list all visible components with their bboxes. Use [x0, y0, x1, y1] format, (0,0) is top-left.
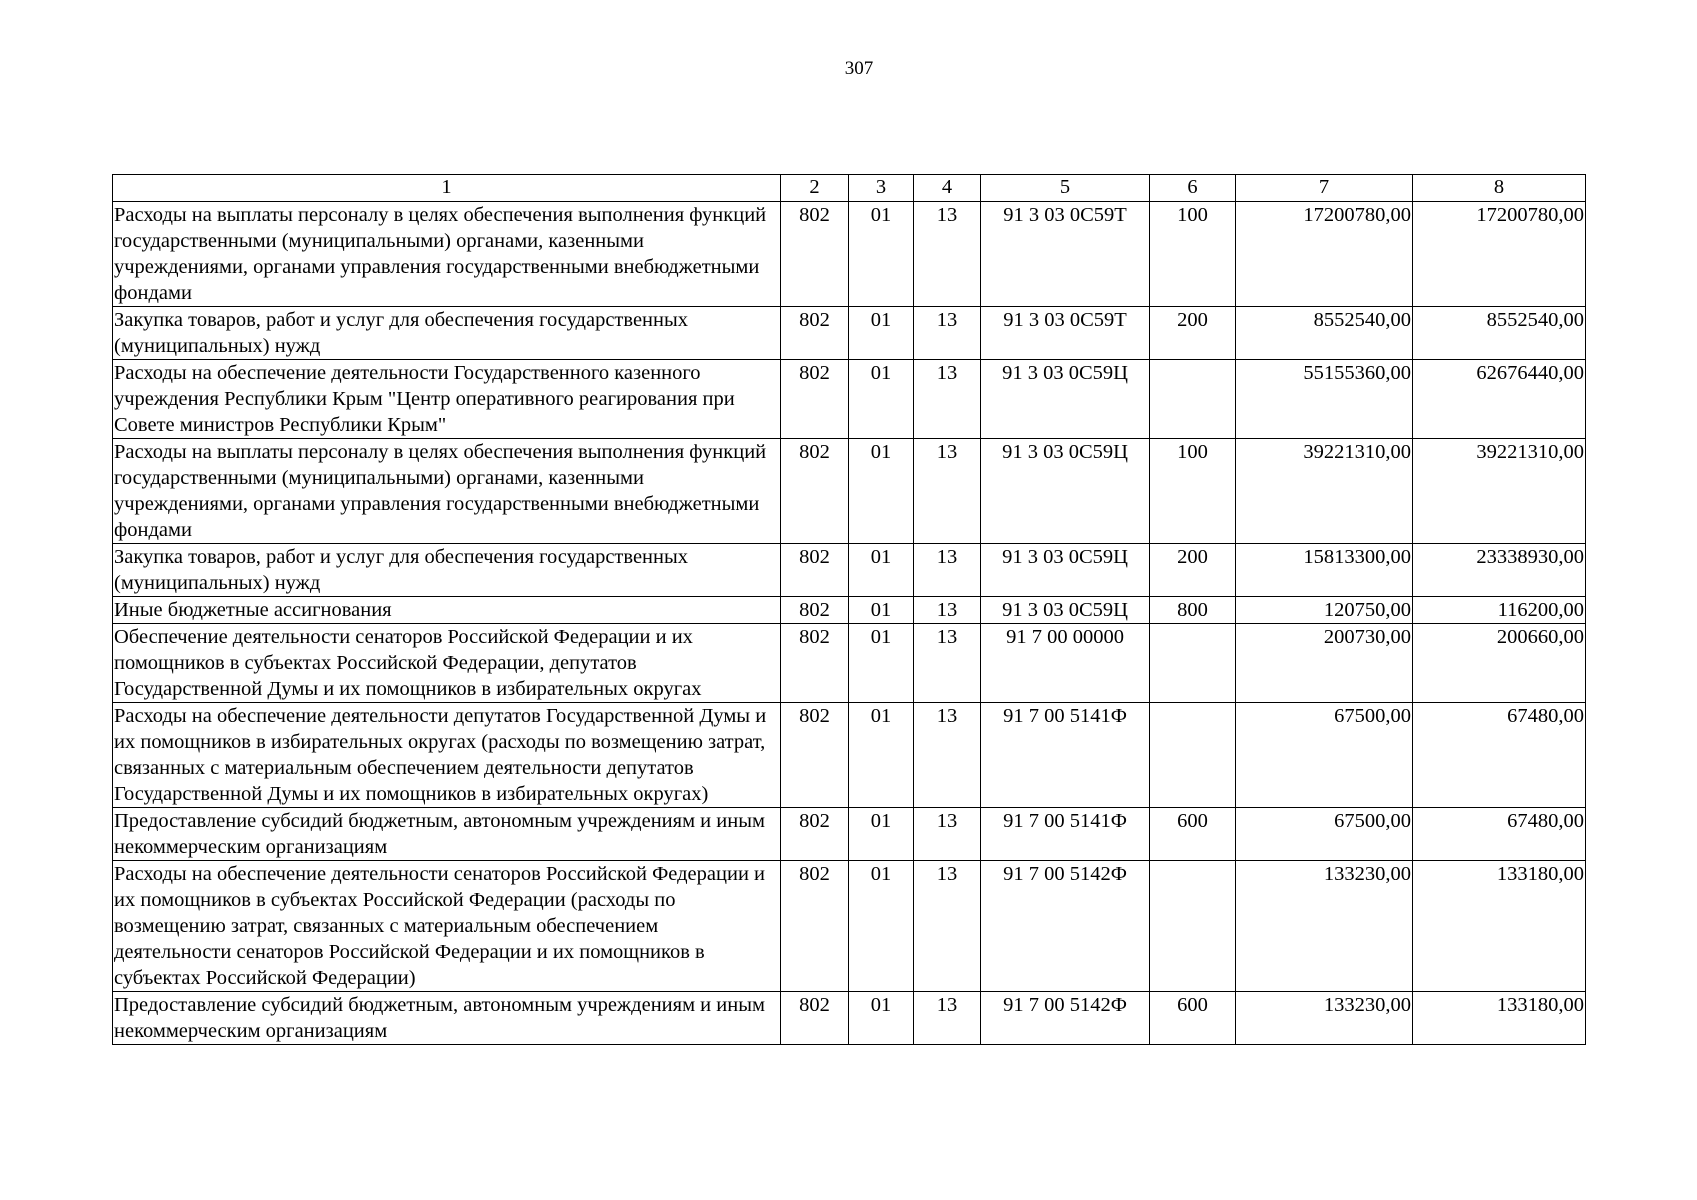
target-code: 91 7 00 5142Ф: [981, 992, 1150, 1045]
subsection-code: 13: [914, 544, 981, 597]
ministry-code: 802: [781, 703, 849, 808]
ministry-code: 802: [781, 597, 849, 624]
amount-year-2: 67480,00: [1413, 808, 1586, 861]
section-code: 01: [849, 307, 914, 360]
amount-year-2: 67480,00: [1413, 703, 1586, 808]
ministry-code: 802: [781, 360, 849, 439]
target-code: 91 3 03 0С59Ц: [981, 360, 1150, 439]
amount-year-1: 15813300,00: [1236, 544, 1413, 597]
target-code: 91 3 03 0С59Ц: [981, 544, 1150, 597]
amount-year-2: 133180,00: [1413, 992, 1586, 1045]
target-code: 91 7 00 5141Ф: [981, 808, 1150, 861]
header-cell: 3: [849, 175, 914, 202]
section-code: 01: [849, 202, 914, 307]
target-code: 91 3 03 0С59Т: [981, 202, 1150, 307]
expense-type-code: [1150, 703, 1236, 808]
amount-year-2: 17200780,00: [1413, 202, 1586, 307]
expense-type-code: 200: [1150, 544, 1236, 597]
expense-name: Обеспечение деятельности сенаторов Российской Федерации и их помощников в субъектах Российской Федерации, депутатов Государственной Думы и их помощников в избирательных округах: [113, 624, 781, 703]
amount-year-2: 39221310,00: [1413, 439, 1586, 544]
header-cell: 2: [781, 175, 849, 202]
header-cell: 7: [1236, 175, 1413, 202]
expense-name: Расходы на обеспечение деятельности Государственного казенного учреждения Республики Крым "Центр оперативного реагирования при Совете министров Республики Крым": [113, 360, 781, 439]
subsection-code: 13: [914, 808, 981, 861]
expense-name: Расходы на выплаты персоналу в целях обеспечения выполнения функций государственными (муниципальными) органами, казенными учреждениями, органами управления государственными внебюджетными фондами: [113, 202, 781, 307]
subsection-code: 13: [914, 360, 981, 439]
expense-type-code: [1150, 360, 1236, 439]
section-code: 01: [849, 597, 914, 624]
page-number: 307: [844, 58, 874, 79]
amount-year-1: 120750,00: [1236, 597, 1413, 624]
expense-type-code: 600: [1150, 808, 1236, 861]
table-row: [113, 861, 1586, 992]
section-code: 01: [849, 703, 914, 808]
table-row: [113, 544, 1586, 597]
expense-type-code: 600: [1150, 992, 1236, 1045]
ministry-code: 802: [781, 861, 849, 992]
amount-year-2: 8552540,00: [1413, 307, 1586, 360]
amount-year-1: 67500,00: [1236, 808, 1413, 861]
header-cell: 6: [1150, 175, 1236, 202]
section-code: 01: [849, 544, 914, 597]
amount-year-1: 133230,00: [1236, 992, 1413, 1045]
target-code: 91 3 03 0С59Ц: [981, 439, 1150, 544]
amount-year-1: 55155360,00: [1236, 360, 1413, 439]
subsection-code: 13: [914, 624, 981, 703]
subsection-code: 13: [914, 703, 981, 808]
table-row: [113, 307, 1586, 360]
expense-name: Расходы на обеспечение деятельности депутатов Государственной Думы и их помощников в избирательных округах (расходы по возмещению затрат, связанных с материальным обеспечением деятельности депутатов Государственной Думы и их помощников в избирательных округах): [113, 703, 781, 808]
table-row: [113, 360, 1586, 439]
target-code: 91 7 00 5142Ф: [981, 861, 1150, 992]
header-row: [113, 175, 1586, 202]
table-row: [113, 624, 1586, 703]
amount-year-1: 67500,00: [1236, 703, 1413, 808]
section-code: 01: [849, 439, 914, 544]
expense-name: Предоставление субсидий бюджетным, автономным учреждениям и иным некоммерческим организациям: [113, 992, 781, 1045]
subsection-code: 13: [914, 597, 981, 624]
header-cell: 4: [914, 175, 981, 202]
ministry-code: 802: [781, 992, 849, 1045]
subsection-code: 13: [914, 861, 981, 992]
amount-year-1: 17200780,00: [1236, 202, 1413, 307]
subsection-code: 13: [914, 439, 981, 544]
expense-type-code: 100: [1150, 439, 1236, 544]
target-code: 91 7 00 5141Ф: [981, 703, 1150, 808]
amount-year-1: 39221310,00: [1236, 439, 1413, 544]
expense-name: Расходы на обеспечение деятельности сенаторов Российской Федерации и их помощников в субъектах Российской Федерации (расходы по возмещению затрат, связанных с материальным обеспечением деятельности сенаторов Российской Федерации и их помощников в субъектах Российской Федерации): [113, 861, 781, 992]
expense-type-code: [1150, 624, 1236, 703]
section-code: 01: [849, 861, 914, 992]
ministry-code: 802: [781, 624, 849, 703]
amount-year-2: 62676440,00: [1413, 360, 1586, 439]
expense-type-code: 200: [1150, 307, 1236, 360]
expense-type-code: 100: [1150, 202, 1236, 307]
section-code: 01: [849, 808, 914, 861]
ministry-code: 802: [781, 307, 849, 360]
expense-type-code: [1150, 861, 1236, 992]
expense-name: Закупка товаров, работ и услуг для обеспечения государственных (муниципальных) нужд: [113, 544, 781, 597]
ministry-code: 802: [781, 202, 849, 307]
expense-name: Расходы на выплаты персоналу в целях обеспечения выполнения функций государственными (муниципальными) органами, казенными учреждениями, органами управления государственными внебюджетными фондами: [113, 439, 781, 544]
target-code: 91 3 03 0С59Т: [981, 307, 1150, 360]
table-row: [113, 992, 1586, 1045]
header-cell: 5: [981, 175, 1150, 202]
expense-name: Иные бюджетные ассигнования: [113, 597, 781, 624]
expense-type-code: 800: [1150, 597, 1236, 624]
header-cell: 8: [1413, 175, 1586, 202]
ministry-code: 802: [781, 544, 849, 597]
ministry-code: 802: [781, 439, 849, 544]
amount-year-1: 133230,00: [1236, 861, 1413, 992]
expense-name: Предоставление субсидий бюджетным, автономным учреждениям и иным некоммерческим организациям: [113, 808, 781, 861]
table-row: [113, 202, 1586, 307]
section-code: 01: [849, 624, 914, 703]
target-code: 91 3 03 0С59Ц: [981, 597, 1150, 624]
amount-year-2: 200660,00: [1413, 624, 1586, 703]
target-code: 91 7 00 00000: [981, 624, 1150, 703]
amount-year-1: 200730,00: [1236, 624, 1413, 703]
ministry-code: 802: [781, 808, 849, 861]
subsection-code: 13: [914, 992, 981, 1045]
amount-year-1: 8552540,00: [1236, 307, 1413, 360]
subsection-code: 13: [914, 307, 981, 360]
section-code: 01: [849, 360, 914, 439]
table-row: [113, 439, 1586, 544]
section-code: 01: [849, 992, 914, 1045]
amount-year-2: 23338930,00: [1413, 544, 1586, 597]
amount-year-2: 133180,00: [1413, 861, 1586, 992]
expense-name: Закупка товаров, работ и услуг для обеспечения государственных (муниципальных) нужд: [113, 307, 781, 360]
table-row: [113, 597, 1586, 624]
header-cell: 1: [113, 175, 781, 202]
table-row: [113, 703, 1586, 808]
budget-table: [112, 174, 1586, 1045]
table-row: [113, 808, 1586, 861]
subsection-code: 13: [914, 202, 981, 307]
amount-year-2: 116200,00: [1413, 597, 1586, 624]
